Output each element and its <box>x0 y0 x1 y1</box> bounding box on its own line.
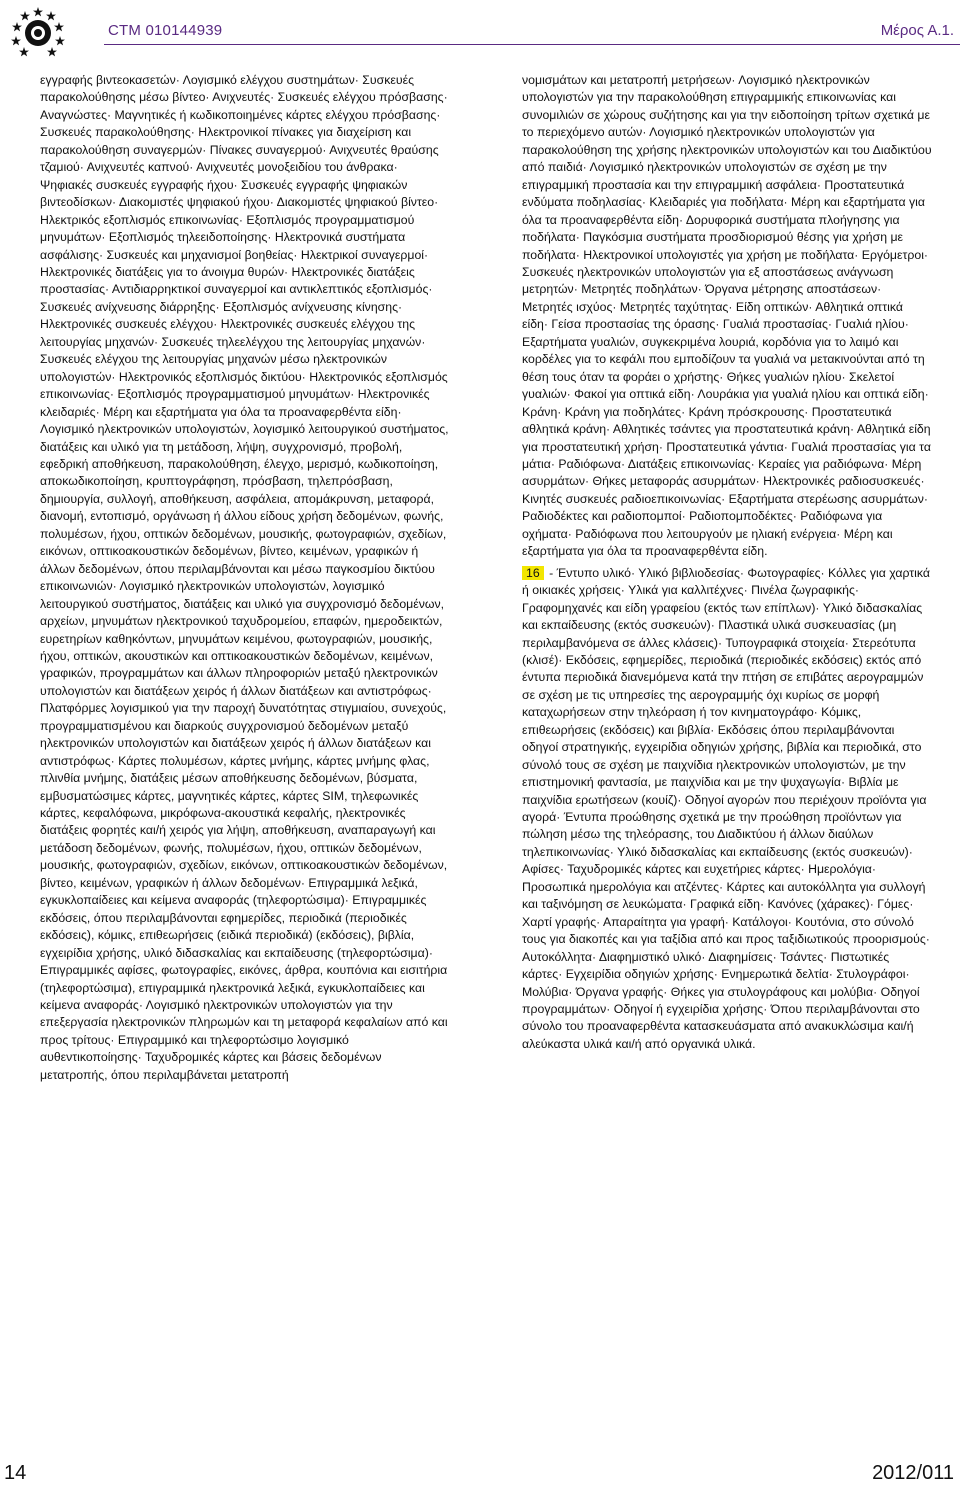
header-rule <box>104 44 960 45</box>
emblem-logo <box>8 4 68 62</box>
class-entry <box>522 565 932 1054</box>
page-header <box>0 0 960 62</box>
bulletin-issue: 2012/011 <box>872 1462 954 1484</box>
document-number: CTM 010144939 <box>108 22 223 39</box>
left-column <box>40 72 452 1084</box>
left-column-text: εγγραφής βιντεοκασετών· Λογισμικό ελέγχου συστημάτων· Συσκευές παρακολούθησης μέσω βίντεο· Ανιχνευτές· Συσκευές ελέγχου πρόσβασης· Αναγνώστες· Μαγνητικές ή κωδικοποιημένες κάρτες ελέγχου πρόσβασης· Συσκευές παρακολούθησης· Ηλεκτρονικοί πίνακες για διαχείριση και παρακολούθηση συναγερμών· Πίνακες συναγερμού· Ανιχνευτές θραύσης τζαμιού· Ανιχνευτές καπνού· Ανιχνευτές μονοξειδίου του άνθρακα· Ψηφιακές συσκευές εγγραφής ήχου· Συσκευές εγγραφής ψηφιακών βιντεοδίσκων· Διακομιστές ψηφιακού ήχου· Διακομιστές ψηφιακού βίντεο· Ηλεκτρικός εξοπλισμός επικοινωνίας· Εξοπλισμός προγραμματισμού μηνυμάτων· Εξοπλισμός τηλεειδοποίησης· Ηλεκτρονικά συστήματα ασφάλισης· Συσκευές και μηχανισμοί βοηθείας· Ηλεκτρικοί συναγερμοί· Ηλεκτρονικές διατάξεις για το άνοιγμα θυρών· Ηλεκτρονικές διατάξεις προστασίας· Αντιδιαρρηκτικοί συναγερμοί και αντικλεπτικός εξοπλισμός· Συσκευές ανίχνευσης διάρρηξης· Εξοπλισμός ανίχνευσης κίνησης· Ηλεκτρονικές συσκευές ελέγχου· Ηλεκτρονικές συσκευές ελέγχου της λειτουργίας μηχανών· Συσκευές τηλεελέγχου της λειτουργίας μηχανών· Συσκευές ελέγχου της λειτουργίας μηχανών μέσω ηλεκτρονικών υπολογιστών· Ηλεκτρονικός εξοπλισμός δικτύου· Ηλεκτρονικός εξοπλισμός επικοινωνίας· Εξοπλισμός προγραμματισμού μηνυμάτων· Ηλεκτρονικές κλειδαριές· Μέρη και εξαρτήματα για όλα τα προαναφερθέντα είδη· Λογισμικό ηλεκτρονικών υπολογιστών, λογισμικό λειτουργικού συστήματος, διατάξεις και υλικό για τη μετάδοση, λήψη, συγχρονισμό, προβολή, εφεδρική αποθήκευση, παρακολούθηση, έλεγχο, μερισμό, κωδικοποίηση, αποκωδικοποίηση, κρυπτογράφηση, πρόσβαση, τηλεπρόσβαση, δημιουργία, συλλογή, αποθήκευση, ασφάλεια, απομάκρυνση, μεταφορά, διανομή, εντοπισμό, οργάνωση ή άλλου είδους χρήση δεδομένων, φωνής, πολυμέσων, ήχου, οπτικών δεδομένων, μουσικής, φωτογραφιών, σχεδίων, εικόνων, οπτικοακουστικών δεδομένων, βίντεο, κειμένων, γραφικών ή άλλων δεδομένων, όπου περιλαμβάνονται και μέσω παγκοσμίου δικτύου επικοινωνιών· Λογισμικό ηλεκτρονικών υπολογιστών, λογισμικό λειτουργικού συστήματος, διατάξεις και υλικό για συγχρονισμό δεδομένων, αρχείων, μηνυμάτων ηλεκτρονικού ταχυδρομείου, επαφών, ημεροδεικτών, ευρετηρίων καθηκόντων, μηνυμάτων κειμένου, φωτογραφιών, μουσικής, ήχου, οπτικών, ακουστικών και οπτικοακουστικών δεδομένων, κειμένων, γραφικών, προγραμμάτων και άλλων πληροφοριών μεταξύ ηλεκτρονικών υπολογιστών και διατάξεων χειρός ή άλλων διατάξεων και αντιστρόφως· Πλατφόρμες λογισμικού για την παροχή δυνατότητας στιγμιαίου, συνεχούς, προγραμματισμένου και διαρκούς συγχρονισμού δεδομένων μεταξύ ηλεκτρονικών υπολογιστών και διατάξεων χειρός ή άλλων διατάξεων και αντιστρόφως· Κάρτες πολυμέσων, κάρτες μνήμης, κάρτες μνήμης φλας, πλινθία μνήμης, διατάξεις μέσων αποθήκευσης δεδομένων, βύσματα, εμβυσματώσιμες κάρτες, μαγνητικές κάρτες, κάρτες SIM, τηλεφωνικές κάρτες, κεφαλόφωνα, μικρόφωνα-ακουστικά κεφαλής, ηλεκτρονικές διατάξεις φορητές και/ή χειρός για λήψη, αποθήκευση, αναπαραγωγή και μετάδοση δεδομένων, φωνής, πολυμέσων, ήχου, οπτικών δεδομένων, μουσικής, φωτογραφιών, σχεδίων, εικόνων, οπτικοακουστικών δεδομένων, βίντεο, κειμένων, γραφικών ή άλλων δεδομένων· Επιγραμμικά λεξικά, εγκυκλοπαίδειες και κείμενα αναφοράς (τηλεφορτώσιμα)· Επιγραμμικές εκδόσεις, όπου περιλαμβάνονται εφημερίδες, περιοδικά (περιοδικές εκδόσεις), κόμικς, επιθεωρήσεις (ειδικά περιοδικά) (εκδόσεις), βιβλία, εγχειρίδια χρήσης, υλικό διδασκαλίας και εκπαίδευσης (τηλεφορτώσιμα)· Επιγραμμικές αφίσες, φωτογραφίες, εικόνες, άρθρα, κουπόνια και εισιτήρια (τηλεφορτώσιμα), επιγραμμικά ηλεκτρονικά λεξικά, εγκυκλοπαίδειες και κείμενα αναφοράς· Λογισμικό ηλεκτρονικών υπολογιστών για την επεξεργασία ηλεκτρονικών πληρωμών και τη μεταφορά κεφαλαίων από και προς τρίτους· Επιγραμμικό και τηλεφορτώσιμο λογισμικό αυθεντικοποίησης· Ταχυδρομικές κάρτες και βάσεις δεδομένων μετατροπής, όπου περιλαμβάνεται μετατροπή <box>40 73 449 1082</box>
class-entry-text: - Έντυπο υλικό· Υλικό βιβλιοδεσίας· Φωτογραφίες· Κόλλες για χαρτικά ή οικιακές χρήσεις· Υλικά για καλλιτέχνες· Πινέλα ζωγραφικής· Γραφομηχανές και είδη γραφείου (εκτός των επίπλων)· Υλικό διδασκαλίας και εκπαίδευσης (εκτός συσκευών)· Πλαστικά υλικά συσκευασίας (μη περιλαμβανόμενα σε άλλες κλάσεις)· Τυπογραφικά στοιχεία· Στερεότυπα (κλισέ)· Εκδόσεις, εφημερίδες, περιοδικά (περιοδικές εκδόσεις) εκτός από έντυπα περιοδικά διανεμόμενα κατά την πτήση σε επιβάτες αερογραμμών σε σχέση με τις υπηρεσίες της αερογραμμής όχι κυρίως σε μορφή καταχωρήσεων στην τηλεόραση ή τον κινηματογράφο· Κόμικς, επιθεωρήσεις (εκδόσεις) και βιβλία· Εκδόσεις όπου περιλαμβάνονται οδηγοί στρατηγικής, εγχειρίδια οδηγιών χρήσης, βιβλία και περιοδικά, στο σύνολό τους σε σχέση με παιχνίδια ηλεκτρονικών υπολογιστών, με την επιστημονική φαντασία, με παιχνίδια και με την ψυχαγωγία· Βιβλία με παιχνίδια ερωτήσεων (κουίζ)· Οδηγοί αγορών που περιέχουν προϊόντα για αγορά· Έντυπα προώθησης σχετικά με την προώθηση προϊόντων για πώληση μέσω της τηλεόρασης, του Διαδικτύου ή άλλων διαύλων τηλεπικοινωνίας· Υλικό διδασκαλίας και εκπαίδευσης (εκτός συσκευών)· Αφίσες· Ταχυδρομικές κάρτες και ευχετήριες κάρτες· Ημερολόγια· Προσωπικά ημερολόγια και ατζέντες· Κάρτες και αυτοκόλλητα για συλλογή και ταξινόμηση σε λευκώματα· Γραφικά είδη· Κανόνες (χάρακες)· Γόμες· Χαρτί γραφής· Απαραίτητα για γραφή· Κατάλογοι· Κουτόνια, στο σύνολό τους για διακοπές και για ταξίδια από και προς ταξιδιωτικούς προορισμούς· Αυτοκόλλητα· Διαφημιστικό υλικό· Διαφημίσεις· Τσάντες· Πιστωτικές κάρτες· Εγχειρίδια οδηγιών χρήσης· Ενημερωτικά δελτία· Στυλογράφοι· Μολύβια· Όργανα γραφής· Θήκες για στυλογράφους και μολύβια· Οδηγοί προγραμμάτων· Οδηγοί ή εγχειρίδια χρήσης· Όπου περιλαμβάνονται στο σύνολο του προαναφερθέντα κατασκευάσματα από ανακυκλώσιμα και/ή αλεύκαστα υλικά και/ή από οργανικά υλικά. <box>522 565 930 1051</box>
part-label: Μέρος Α.1. <box>880 22 954 39</box>
page-number: 14 <box>4 1462 27 1484</box>
right-column-text: νομισμάτων και μετατροπή μετρήσεων· Λογισμικό ηλεκτρονικών υπολογιστών για την παρακολούθηση επιγραμμικής επικοινωνίας και συνομιλιών σε χώρους συζήτησης και για την ειδοποίηση τρίτων σχετικά με το περιεχόμενο αυτών· Λογισμικό ηλεκτρονικών υπολογιστών για παρακολούθηση της χρήσης ηλεκτρονικών υπολογιστών και του Διαδικτύου από παιδιά· Λογισμικό ηλεκτρονικών υπολογιστών σε σχέση με την επιγραμμική προστασία και την επιγραμμική ασφάλεια· Προστατευτικά ενδύματα ποδηλασίας· Κλειδαριές για ποδήλατα· Μέρη και εξαρτήματα για όλα τα προαναφερθέντα είδη· Δορυφορικά συστήματα πλοήγησης για ποδήλατα· Παγκόσμια συστήματα προσδιορισμού θέσης για χρήση με ποδήλατα· Ηλεκτρονικοί υπολογιστές για χρήση με ποδήλατα· Εργόμετροι· Συσκευές ηλεκτρονικών υπολογιστών για εξ αποστάσεως ανάγνωση μετρητών· Μετρητές ποδηλάτων· Όργανα μέτρησης αποστάσεων· Μετρητές ισχύος· Μετρητές ταχύτητας· Είδη οπτικών· Αθλητικά οπτικά είδη· Γείσα προστασίας της όρασης· Γυαλιά προστασίας· Γυαλιά ηλίου· Εξαρτήματα γυαλιών, συγκεκριμένα λουριά, κορδόνια για το λαιμό και κορδέλες για το κεφάλι που εμποδίζουν τα γυαλιά να μετακινούνται από τη θέση τους όταν τα φοράει ο χρήστης· Θήκες γυαλιών ηλίου· Σκελετοί γυαλιών· Φακοί για οπτικά είδη· Λουράκια για γυαλιά ηλίου και οπτικά είδη· Κράνη· Κράνη για ποδηλάτες· Κράνη πρόσκρουσης· Προστατευτικά αθλητικά κράνη· Αθλητικές τσάντες για προστατευτικά κράνη· Αθλητικά είδη για προστατευτική χρήση· Προστατευτικά γάντια· Γυαλιά προστασίας για τα μάτια· Ραδιόφωνα· Διατάξεις επικοινωνίας· Κεραίες για ραδιόφωνα· Μέρη ασυρμάτων· Θήκες μεταφοράς ασυρμάτων· Ηλεκτρονικές ραδιοσυσκευές· Κινητές συσκευές ραδιοεπικοινωνίας· Εξαρτήματα στερέωσης ασυρμάτων· Ραδιοδέκτες και ραδιοπομποί· Ραδιοπομποδέκτες· Ραδιόφωνα για οχήματα· Ραδιόφωνα που λειτουργούν με ηλιακή ενέργεια· Μέρη και εξαρτήματα για όλα τα προαναφερθέντα είδη. <box>522 73 932 559</box>
right-column <box>522 72 932 1053</box>
class-number-badge: 16 <box>522 566 544 580</box>
